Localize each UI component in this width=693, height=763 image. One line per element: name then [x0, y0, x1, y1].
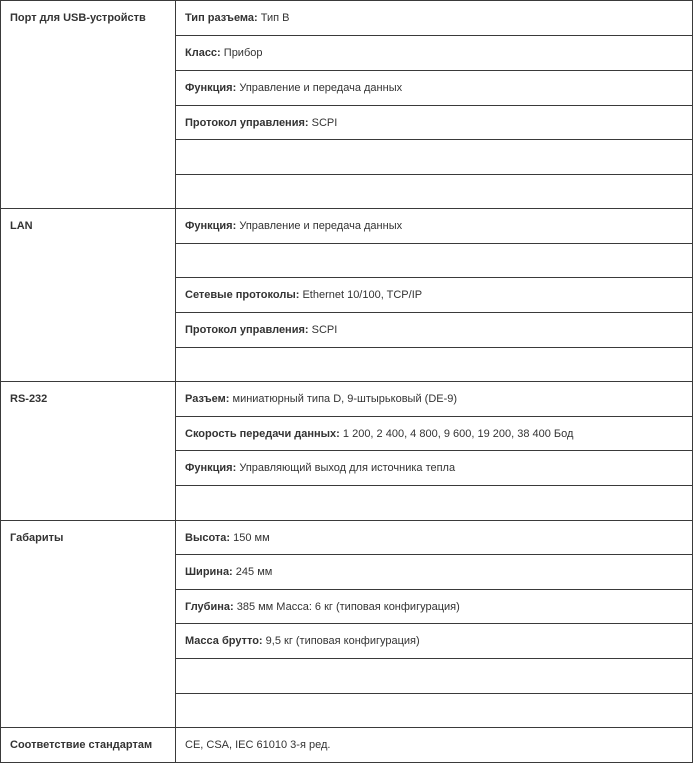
spec-cell-empty — [176, 140, 693, 175]
spec-cell — [176, 278, 693, 313]
spec-cell-empty — [176, 348, 693, 382]
spec-value: миниатюрный типа D, 9-штырьковый (DE-9) — [232, 393, 458, 405]
spec-label: Скорость передачи данных: — [185, 428, 340, 440]
spec-value: Прибор — [223, 47, 263, 59]
spec-cell — [176, 36, 693, 71]
table-row — [1, 1, 693, 36]
spec-label: Тип разъема: — [185, 12, 258, 24]
spec-value: 385 мм Масса: 6 кг (типовая конфигурация) — [236, 601, 460, 613]
spec-label: Функция: — [185, 82, 237, 94]
table-row — [1, 521, 693, 555]
table-row — [1, 209, 693, 244]
spec-value: Ethernet 10/100, TCP/IP — [302, 289, 423, 301]
spec-cell-empty — [176, 694, 693, 728]
spec-label: Протокол управления: — [185, 324, 309, 336]
spec-label: Масса брутто: — [185, 635, 263, 647]
spec-value: 150 мм — [233, 532, 270, 544]
spec-cell-empty — [176, 175, 693, 209]
category-dimensions: Габариты — [1, 521, 176, 728]
spec-cell-empty — [176, 486, 693, 521]
table-row — [1, 728, 693, 763]
category-rs232: RS-232 — [1, 382, 176, 521]
spec-cell — [176, 382, 693, 417]
spec-label: Ширина: — [185, 566, 233, 578]
category-lan: LAN — [1, 209, 176, 382]
spec-label: Высота: — [185, 532, 231, 544]
spec-label: Глубина: — [185, 601, 234, 613]
spec-cell — [176, 451, 693, 486]
spec-cell — [176, 313, 693, 348]
spec-value: SCPI — [311, 117, 338, 129]
spec-cell — [176, 521, 693, 555]
spec-cell — [176, 209, 693, 244]
spec-value: Управление и передача данных — [239, 220, 403, 232]
spec-cell — [176, 555, 693, 590]
spec-cell — [176, 417, 693, 451]
spec-value: SCPI — [311, 324, 338, 336]
spec-label: Протокол управления: — [185, 117, 309, 129]
spec-value: 9,5 кг (типовая конфигурация) — [265, 635, 420, 647]
spec-value: 1 200, 2 400, 4 800, 9 600, 19 200, 38 400 Бод — [342, 428, 574, 440]
spec-cell — [176, 728, 693, 763]
spec-cell — [176, 71, 693, 106]
spec-value: Управляющий выход для источника тепла — [239, 462, 456, 474]
spec-label: Сетевые протоколы: — [185, 289, 300, 301]
spec-label: Класс: — [185, 47, 221, 59]
spec-value: CE, CSA, IEC 61010 3-я ред. — [185, 739, 331, 751]
table-row — [1, 382, 693, 417]
spec-cell — [176, 624, 693, 659]
spec-value: Тип B — [260, 12, 290, 24]
spec-cell — [176, 590, 693, 624]
spec-label: Функция: — [185, 220, 237, 232]
spec-cell — [176, 106, 693, 140]
spec-value: Управление и передача данных — [239, 82, 403, 94]
category-standards: Соответствие стандартам — [1, 728, 176, 763]
spec-value: 245 мм — [235, 566, 273, 578]
category-usb-port: Порт для USB-устройств — [1, 1, 176, 209]
spec-cell-empty — [176, 244, 693, 278]
spec-label: Функция: — [185, 462, 237, 474]
spec-cell-empty — [176, 659, 693, 694]
spec-label: Разъем: — [185, 393, 230, 405]
spec-cell — [176, 1, 693, 36]
